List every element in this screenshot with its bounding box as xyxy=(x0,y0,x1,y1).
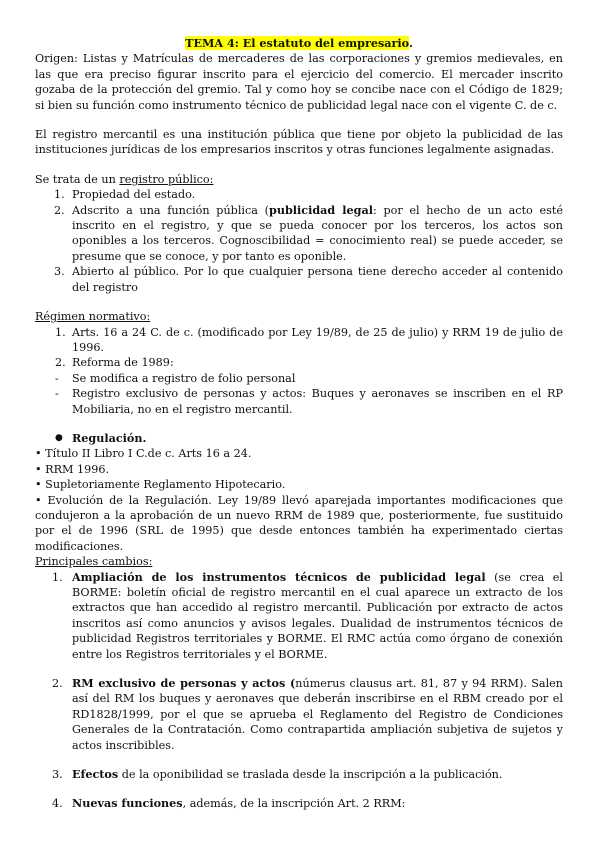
item-number: 3. xyxy=(52,768,63,782)
list-item xyxy=(35,355,563,370)
list-item xyxy=(35,187,563,202)
item-text: Propiedad del estado. xyxy=(72,188,196,202)
item-number: 4. xyxy=(52,797,63,811)
document-title xyxy=(35,36,563,51)
item-bold: Ampliación de los instrumentos técnicos de publicidad legal xyxy=(72,569,486,584)
list-item xyxy=(35,676,563,753)
item-text: Adscrito a una función pública ( xyxy=(72,203,269,217)
cambios-heading: Principales cambios: xyxy=(35,555,153,569)
item-text: , además, de la inscripción Art. 2 RRM: xyxy=(182,797,406,811)
item-marker: - xyxy=(55,371,59,385)
item-number: 1. xyxy=(52,570,63,584)
item-marker: 2. xyxy=(55,356,66,370)
title-highlight: TEMA 4: El estatuto del empresario xyxy=(185,36,409,50)
registro-publico-list xyxy=(35,187,563,295)
list-item xyxy=(35,264,563,295)
list-item xyxy=(35,371,563,386)
title-period: . xyxy=(408,36,413,50)
item-text: Arts. 16 a 24 C. de c. (modificado por Ley 19/89, de 25 de julio) y RRM 19 de julio de 1996. xyxy=(72,325,563,354)
list-item xyxy=(35,325,563,356)
item-marker: - xyxy=(55,387,59,401)
lead-text: Se trata de un xyxy=(35,172,120,186)
item-bold: Nuevas funciones xyxy=(72,796,183,811)
list-item xyxy=(35,386,563,417)
item-bold: Efectos xyxy=(72,767,119,782)
item-text: Abierto al público. Por lo que cualquier persona tiene derecho acceder al contenido del registro xyxy=(72,265,563,294)
item-text: (se crea el BORME: boletín oficial de registro mercantil en el cual aparece un extracto de los extractos que han accedido al registro mercantil. Publicación por extracto de actos inscritos así como anuncios y avisos legales. Dualidad de instrumentos técnicos de publicidad Registros territoriales y BORME. El RMC actúa como órgano de conexión entre los Registros territoriales y el BORME. xyxy=(72,570,563,661)
item-text: de la oponibilidad se traslada desde la inscripción a la publicación. xyxy=(118,768,503,782)
list-item xyxy=(35,203,563,265)
regulacion-line: • Supletoriamente Reglamento Hipotecario. xyxy=(35,478,286,492)
item-text: númerus clausus art. 81, 87 y 94 RRM). Salen así del RM los buques y aeronaves que deberán inscribirse en el RBM creado por el RD1828/1999, por el que se aprueba el Reglamento del Registro de Condiciones Generales de la Contratación. Como contrapartida ampliación subjetiva de sujetos y actos inscribibles. xyxy=(72,677,563,752)
list-item xyxy=(35,796,563,811)
regulacion-line: • RRM 1996. xyxy=(35,462,110,476)
item-bold: publicidad legal xyxy=(269,202,373,217)
bullet-icon: ● xyxy=(55,432,63,443)
regimen-list xyxy=(35,325,563,417)
item-text: Se modifica a registro de folio personal xyxy=(72,371,296,385)
heading-text: Regulación. xyxy=(72,430,147,445)
item-text: : por el hecho de un acto esté inscrito en el registro, y que se pueda conocer por los terceros, los actos son oponibles a los terceros. Cognoscibilidad = conocimiento real) se puede acceder, se presume que se conoce, y por tanto es oponible. xyxy=(72,203,563,263)
item-number: 2. xyxy=(54,203,65,217)
definicion-paragraph: El registro mercantil es una institución pública que tiene por objeto la publicidad de las instituciones jurídicas de los empresarios inscritos y otras funciones legalmente asignadas. xyxy=(35,128,563,157)
list-item xyxy=(35,570,563,662)
item-marker: 1. xyxy=(55,325,66,339)
document-page xyxy=(35,36,563,812)
regulacion-line: • Evolución de la Regulación. Ley 19/89 llevó aparejada importantes modificaciones que condujeron a la aprobación de un nuevo RRM de 1989 que, posteriormente, fue sustituido por el de 1996 (SRL de 1995) que desde entonces también ha experimentado ciertas modificaciones. xyxy=(35,493,563,553)
item-bold: RM exclusivo de personas y actos ( xyxy=(72,676,296,691)
list-item xyxy=(35,767,563,782)
item-text: Registro exclusivo de personas y actos: Buques y aeronaves se inscriben en el RP Mobiliaria, no en el registro mercantil. xyxy=(72,387,563,416)
origen-paragraph: Origen: Listas y Matrículas de mercaderes de las corporaciones y gremios medievales, en las que era preciso figurar inscrito para el ejercicio del comercio. El mercader inscrito gozaba de la protección del gremio. Tal y como hoy se concibe nace con el Código de 1829; si bien su función como instrumento técnico de publicidad legal nace con el vigente C. de c. xyxy=(35,52,563,112)
lead-underlined: registro público: xyxy=(119,172,214,186)
cambios-list xyxy=(35,570,563,812)
item-number: 2. xyxy=(52,677,63,691)
item-number: 1. xyxy=(54,188,65,202)
regulacion-heading xyxy=(35,431,563,446)
regulacion-line: • Título II Libro I C.de c. Arts 16 a 24. xyxy=(35,447,252,461)
regimen-heading: Régimen normativo: xyxy=(35,310,151,324)
registro-publico-lead xyxy=(35,172,563,187)
item-text: Reforma de 1989: xyxy=(72,356,174,370)
item-number: 3. xyxy=(54,265,65,279)
